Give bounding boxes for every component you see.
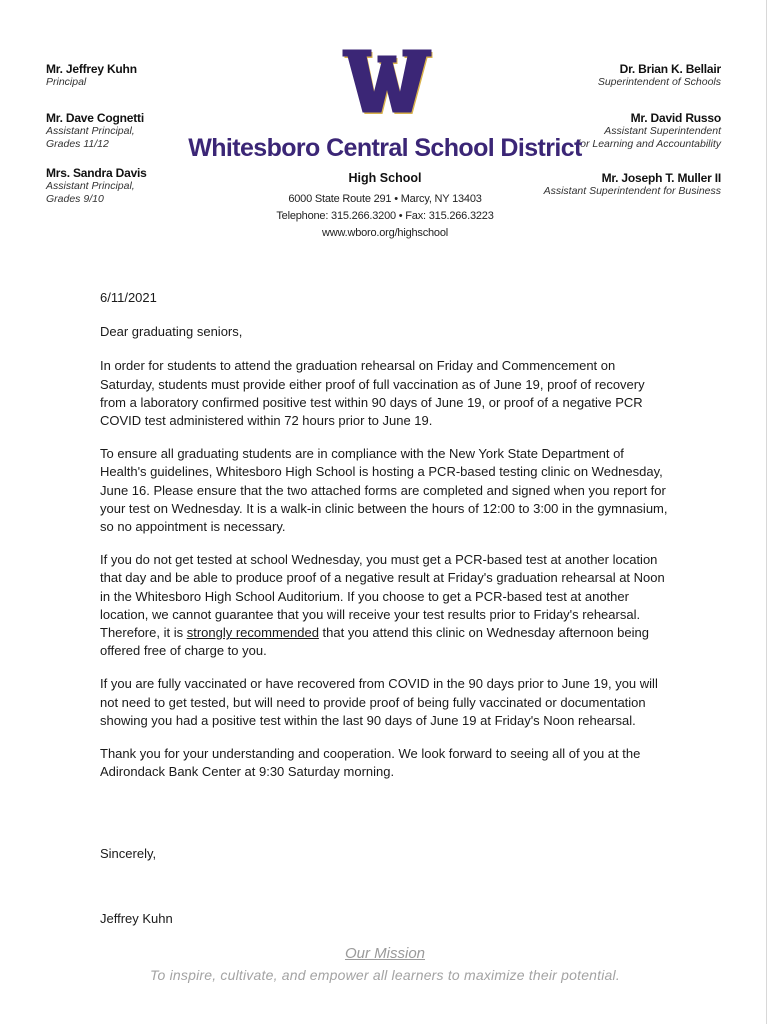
staff-name: Mr. Joseph T. Muller II [601, 171, 721, 185]
scan-edge-line [766, 0, 767, 1024]
letter-body [100, 289, 670, 796]
staff-name: Mrs. Sandra Davis [46, 166, 147, 180]
paragraph-alternative-testing [100, 551, 670, 660]
paragraph-testing-clinic: To ensure all graduating students are in compliance with the New York State Department of Health's guidelines, Whitesboro High School is hosting a PCR-based testing clinic on Wednesday, June 16. Please ensure that the two attached forms are completed and signed when you report for your test on Wednesday. It is a walk-in clinic between the hours of 12:00 to 3:00 in the gymnasium, so no appointment is necessary. [100, 446, 668, 535]
staff-name: Dr. Brian K. Bellair [619, 62, 721, 76]
staff-asst-superintendent-business [544, 171, 721, 198]
school-website: www.wboro.org/highschool [321, 227, 449, 239]
staff-title: Grades 11/12 [46, 138, 109, 150]
staff-title: Assistant Superintendent for Business [543, 185, 721, 197]
staff-assistant-principal-9-10 [46, 166, 147, 206]
mission-heading: Our Mission [344, 945, 426, 962]
staff-title: Assistant Principal, [46, 125, 135, 137]
school-contact-block [220, 171, 550, 242]
staff-assistant-principal-11-12 [46, 111, 144, 151]
paragraph-text: that you attend this clinic on Wednesday afternoon being offered free of charge to you. [100, 625, 649, 659]
staff-superintendent [598, 62, 721, 89]
staff-title: Grades 9/10 [46, 193, 104, 205]
school-address: 6000 State Route 291 • Marcy, NY 13403 [288, 193, 482, 205]
mission-statement: To inspire, cultivate, and empower all learners to maximize their potential. [150, 967, 620, 983]
staff-principal [46, 62, 137, 89]
strongly-recommended-emphasis: strongly recommended [186, 625, 319, 641]
staff-title: Assistant Superintendent [604, 125, 721, 137]
school-phone-fax: Telephone: 315.266.3200 • Fax: 315.266.3223 [276, 210, 494, 222]
staff-title: Assistant Principal, [46, 180, 135, 192]
staff-name: Mr. David Russo [630, 111, 721, 125]
school-name: High School [348, 171, 422, 185]
district-name: Whitesboro Central School District [188, 134, 582, 162]
paragraph-thanks: Thank you for your understanding and cooperation. We look forward to seeing all of you at the Adirondack Bank Center at 9:30 Saturday morning. [100, 746, 641, 780]
letter-closing: Sincerely, [100, 846, 157, 861]
paragraph-requirements: In order for students to attend the graduation rehearsal on Friday and Commencement on Saturday, students must provide either proof of full vaccination as of June 19, proof of recovery from a laboratory confirmed positive test within 90 days of June 19, or proof of a negative PCR COVID test administered within 72 hours prior to June 19. [100, 358, 645, 429]
staff-title: Principal [46, 76, 87, 88]
district-logo [341, 44, 433, 118]
staff-title: for Learning and Accountability [577, 138, 721, 150]
letter-signer: Jeffrey Kuhn [100, 911, 173, 926]
w-logo-icon [341, 44, 433, 118]
staff-name: Mr. Dave Cognetti [46, 111, 144, 125]
staff-name: Mr. Jeffrey Kuhn [46, 62, 137, 76]
paragraph-vaccinated: If you are fully vaccinated or have recovered from COVID in the 90 days prior to June 19, you will not need to get tested, but will need to provide proof of being fully vaccinated or documentation showing you had a positive test within the last 90 days of June 19 at Friday's Noon rehearsal. [100, 676, 658, 728]
paragraph-text: If you do not get tested at school Wednesday, you must get a PCR-based test at another location that day and be able to produce proof of a negative result at Friday's graduation rehearsal at Noon in the Whitesboro High School Auditorium. If you choose to get a PCR-based test at another location, we cannot guarantee that you will receive your test results prior to Friday's rehearsal. Therefore, it is [100, 552, 665, 641]
letter-greeting: Dear graduating seniors, [100, 324, 243, 340]
letter-date: 6/11/2021 [100, 290, 157, 305]
staff-title: Superintendent of Schools [597, 76, 721, 88]
